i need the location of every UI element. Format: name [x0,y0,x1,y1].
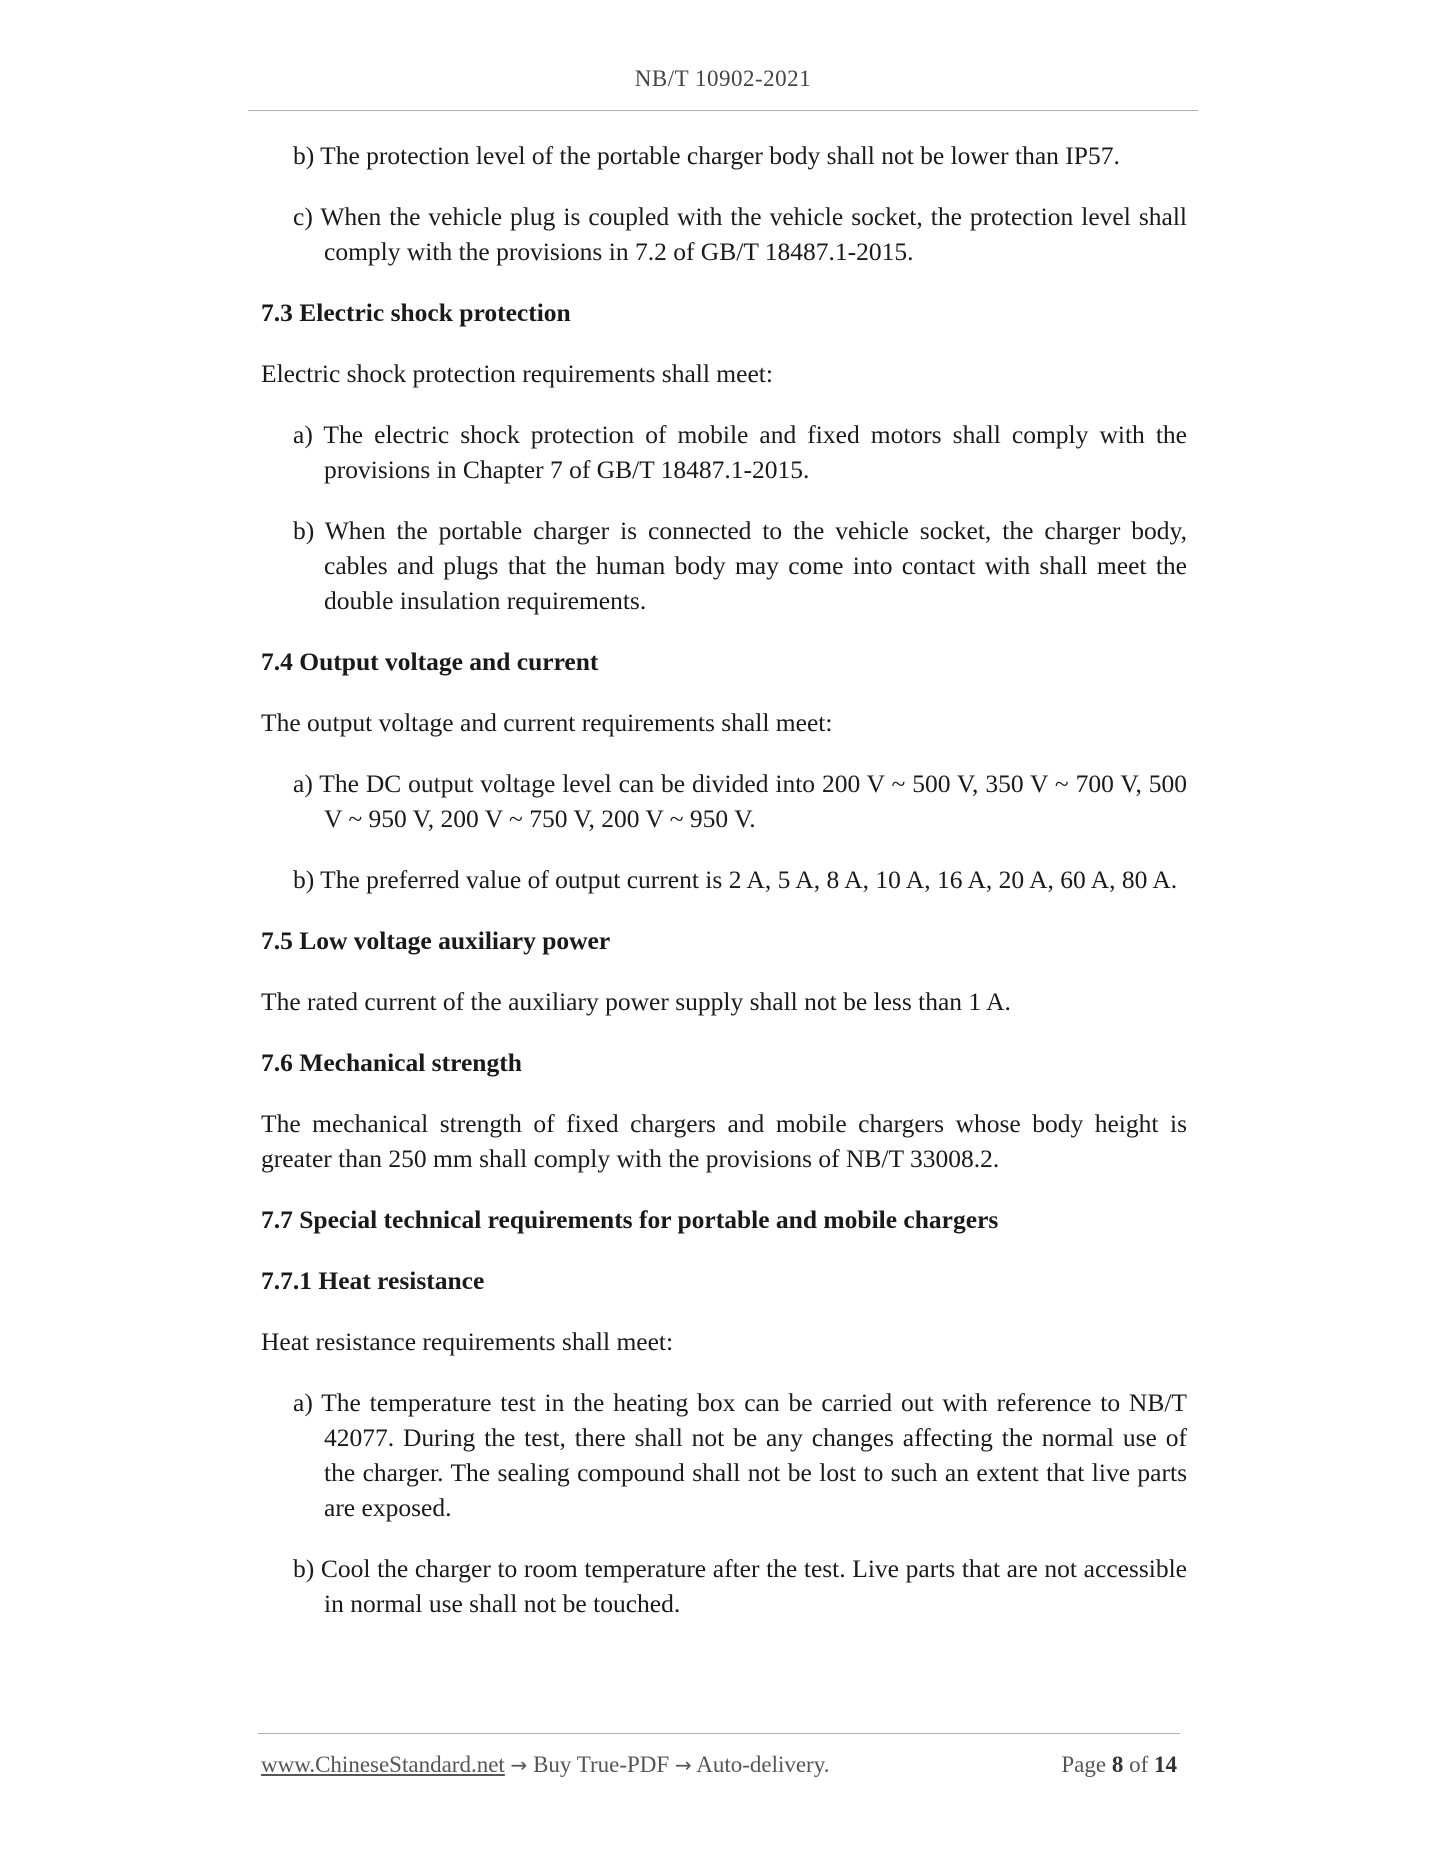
page-number [1061,1752,1177,1778]
section-heading: 7.6 Mechanical strength [261,1048,522,1077]
section-heading: 7.5 Low voltage auxiliary power [261,926,611,955]
site-link[interactable]: www.ChineseStandard.net [261,1752,505,1777]
arrow-right-icon: → [674,1753,692,1777]
document-id-header: NB/T 10902-2021 [634,66,812,91]
paragraph: The output voltage and current requirements shall meet: [261,708,833,737]
header-divider [248,110,1198,111]
list-item: b) The protection level of the portable charger body shall not be lower than IP57. [293,141,1120,170]
list-item: b) The preferred value of output current is 2 A, 5 A, 8 A, 10 A, 16 A, 20 A, 60 A, 80 A. [293,865,1178,894]
list-item: a) The DC output voltage level can be divided into 200 V ~ 500 V, 350 V ~ 700 V, 500 V ~ 950 V, 200 V ~ 750 V, 200 V ~ 950 V. [293,769,1187,833]
page-label: Page [1061,1752,1107,1777]
buy-pdf-link[interactable]: Buy True-PDF [533,1752,670,1777]
page-current: 8 [1111,1752,1124,1777]
footer-links [261,1752,829,1778]
list-item: c) When the vehicle plug is coupled with the vehicle socket, the protection level shall comply with the provisions in 7.2 of GB/T 18487.1-2015. [293,202,1187,266]
subsection-heading: 7.7.1 Heat resistance [261,1266,485,1295]
paragraph: Electric shock protection requirements shall meet: [261,359,773,388]
section-heading: 7.7 Special technical requirements for portable and mobile chargers [261,1205,999,1234]
list-item: a) The temperature test in the heating box can be carried out with reference to NB/T 42077. During the test, there shall not be any changes affecting the normal use of the charger. The sealing compound shall not be lost to such an extent that live parts are exposed. [293,1388,1187,1522]
auto-delivery-text: Auto-delivery. [696,1752,830,1777]
footer-divider [258,1733,1180,1734]
section-heading: 7.3 Electric shock protection [261,298,571,327]
of-label: of [1129,1752,1149,1777]
section-heading: 7.4 Output voltage and current [261,647,599,676]
arrow-right-icon: → [510,1753,528,1777]
paragraph: Heat resistance requirements shall meet: [261,1327,674,1356]
paragraph: The rated current of the auxiliary power supply shall not be less than 1 A. [261,987,1011,1016]
list-item: b) When the portable charger is connected to the vehicle socket, the charger body, cables and plugs that the human body may come into contact with shall meet the double insulation requirements. [293,516,1187,615]
list-item: a) The electric shock protection of mobile and fixed motors shall comply with the provisions in Chapter 7 of GB/T 18487.1-2015. [293,420,1187,484]
document-body [261,138,1187,1647]
paragraph: The mechanical strength of fixed chargers and mobile chargers whose body height is greater than 250 mm shall comply with the provisions of NB/T 33008.2. [261,1109,1187,1173]
list-item: b) Cool the charger to room temperature after the test. Live parts that are not accessible in normal use shall not be touched. [293,1554,1187,1618]
page-total: 14 [1154,1752,1177,1777]
